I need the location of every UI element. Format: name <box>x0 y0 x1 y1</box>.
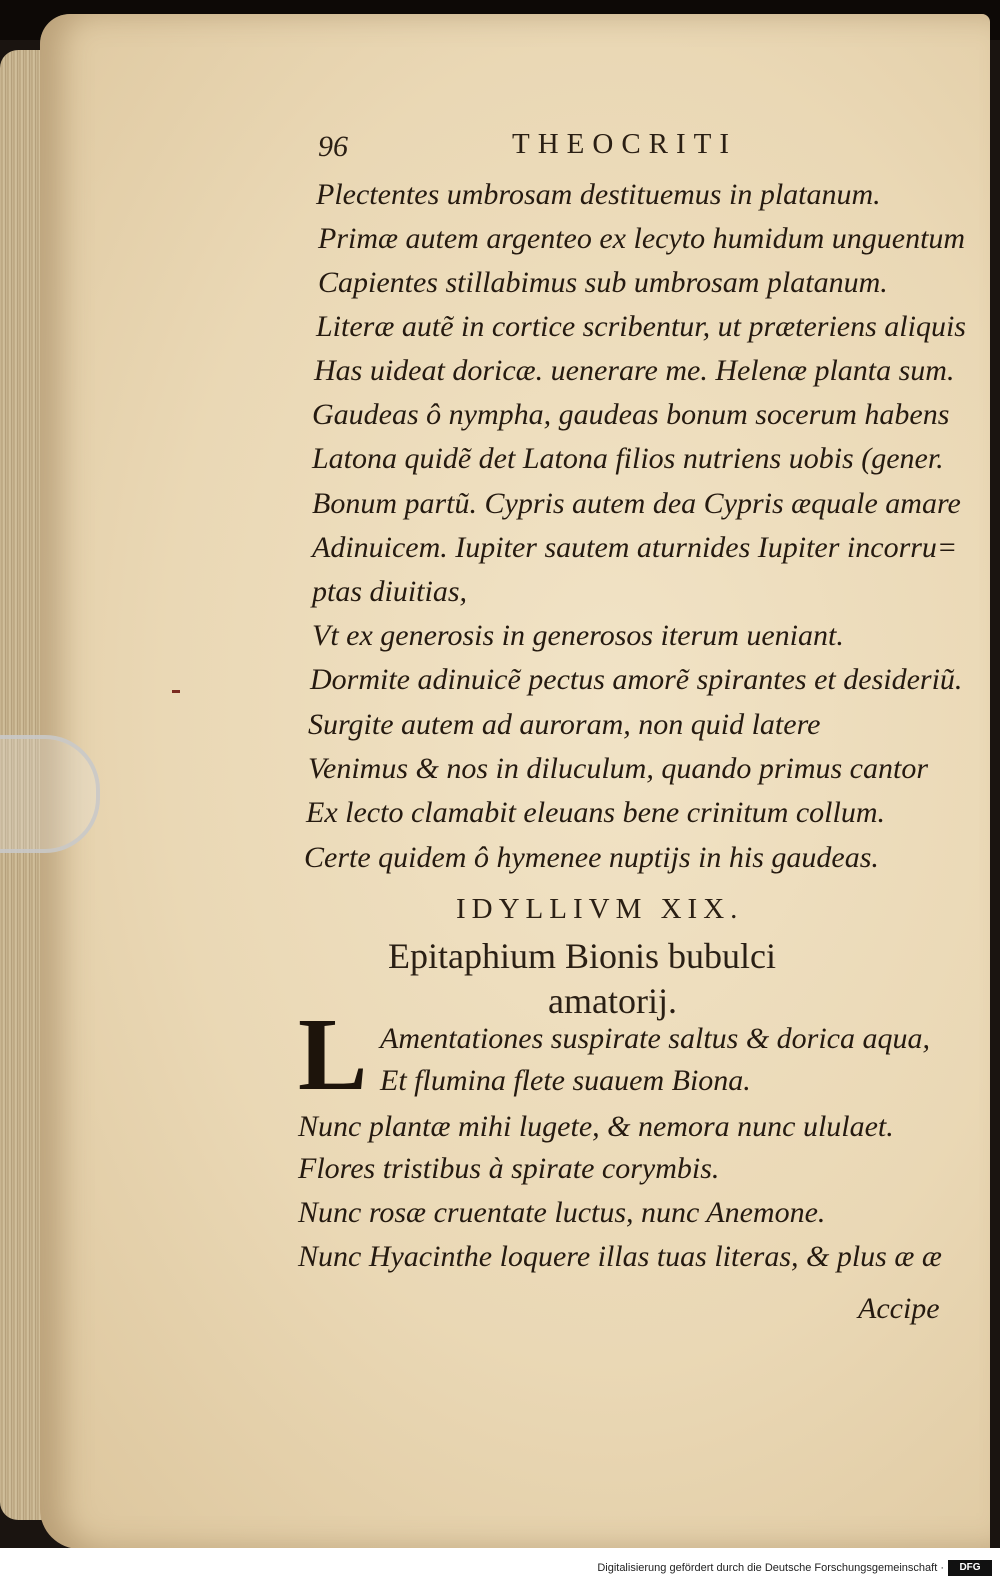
dfg-logo: DFG <box>948 1560 992 1576</box>
text-line: Primæ autem argenteo ex lecyto humidum unguentum <box>318 222 966 255</box>
text-line: Vt ex generosis in generosos iterum ueniant. <box>312 619 844 652</box>
text-line: Nunc Hyacinthe loquere illas tuas literas, & plus æ æ <box>298 1240 942 1273</box>
text-line: Literæ autẽ in cortice scribentur, ut præteriens aliquis <box>316 310 966 343</box>
text-line: Et flumina flete suauem Biona. <box>380 1064 751 1097</box>
text-line: Flores tristibus à spirate corymbis. <box>298 1152 720 1185</box>
idyll-heading: IDYLLIVM XIX. <box>456 893 744 925</box>
text-line: Latona quidẽ det Latona filios nutriens uobis (gener. <box>312 442 944 475</box>
page-number: 96 <box>318 130 348 163</box>
idyll-subtitle: Epitaphium Bionis bubulci <box>388 936 776 976</box>
text-line: Bonum partũ. Cypris autem dea Cypris æquale amare <box>312 487 961 520</box>
catchword: Accipe <box>858 1292 940 1325</box>
text-line: Capientes stillabimus sub umbrosam platanum. <box>318 266 888 299</box>
text-line: Gaudeas ô nympha, gaudeas bonum socerum habens <box>312 398 950 431</box>
text-line: Venimus & nos in diluculum, quando primus cantor <box>308 752 928 785</box>
page-clip <box>0 735 100 853</box>
text-line: Surgite autem ad auroram, non quid latere <box>308 708 821 741</box>
drop-initial: L <box>298 997 368 1112</box>
text-line: Adinuicem. Iupiter sautem aturnides Iupiter incorru= <box>312 531 958 564</box>
text-line: ptas diuitias, <box>312 575 468 608</box>
text-line: Plectentes umbrosam destituemus in platanum. <box>316 178 881 211</box>
text-line: Certe quidem ô hymenee nuptijs in his gaudeas. <box>304 841 879 874</box>
text-line: Has uideat doricæ. uenerare me. Helenæ planta sum. <box>314 354 955 387</box>
text-line: Nunc plantæ mihi lugete, & nemora nunc ululaet. <box>298 1110 894 1143</box>
text-line: Amentationes suspirate saltus & dorica aqua, <box>380 1022 930 1055</box>
text-line: Nunc rosæ cruentate luctus, nunc Anemone. <box>298 1196 826 1229</box>
margin-mark <box>172 690 180 693</box>
idyll-subtitle-continued: amatorij. <box>548 981 677 1021</box>
funding-credit: Digitalisierung gefördert durch die Deutsche Forschungsgemeinschaft · <box>597 1562 944 1574</box>
text-line: Dormite adinuicẽ pectus amorẽ spirantes et desideriũ. <box>310 663 963 696</box>
text-line: Ex lecto clamabit eleuans bene crinitum collum. <box>306 796 886 829</box>
running-head: THEOCRITI <box>512 128 738 160</box>
